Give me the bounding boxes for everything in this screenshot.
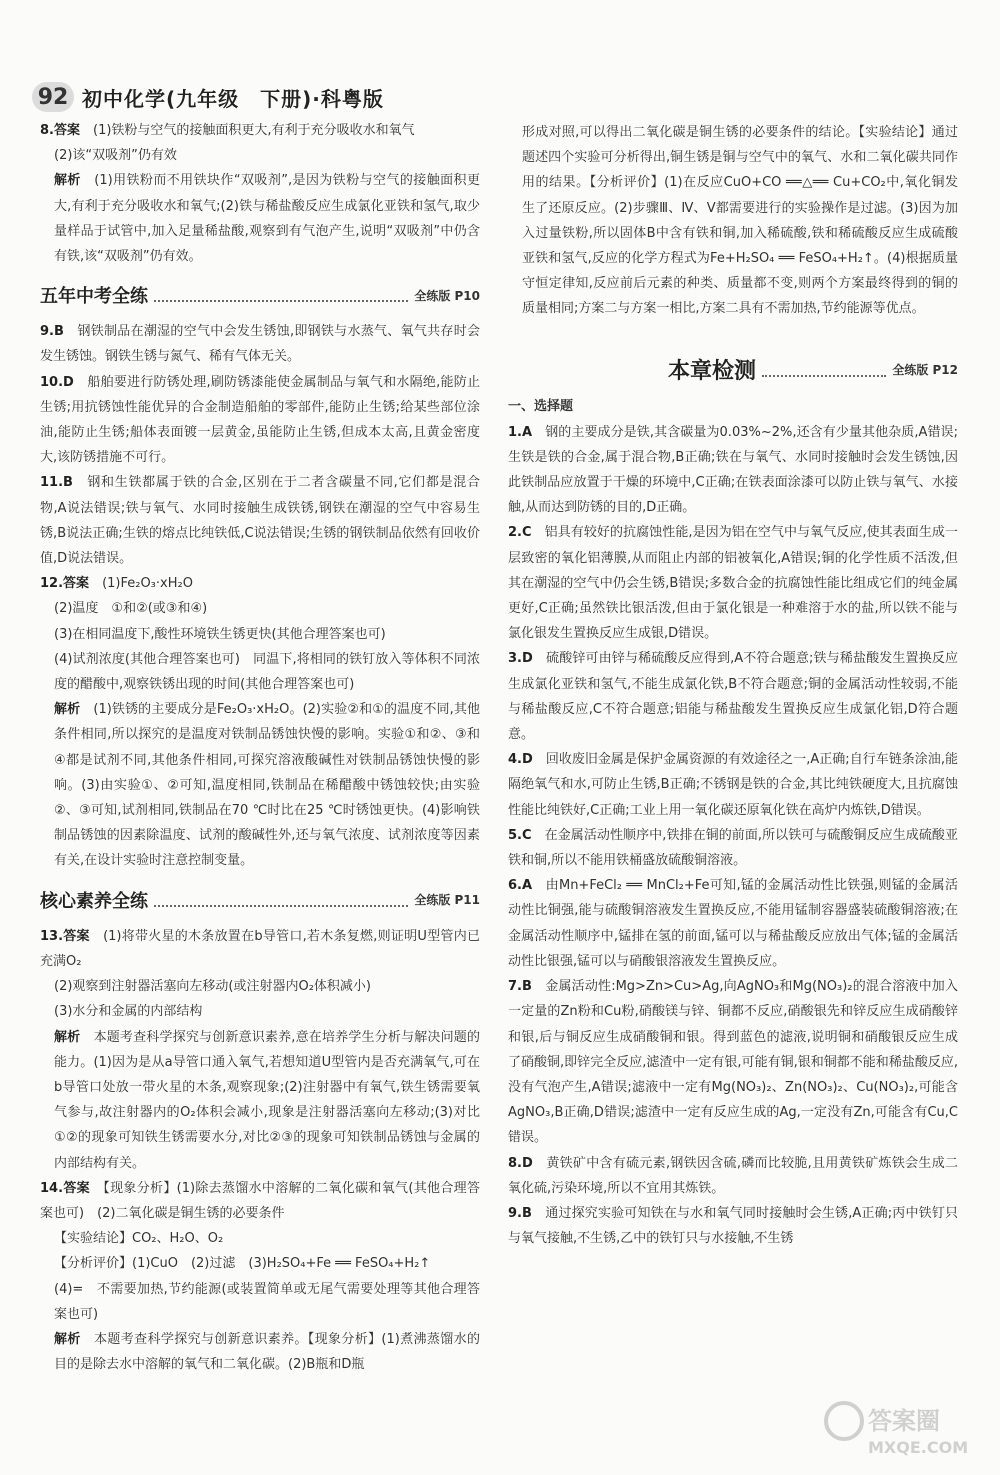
q11: 11.B 钢和生铁都属于铁的合金,区别在于二者含碳量不同,它们都是混合物,A说法错误;铁与氧气、水同时接触生成铁锈,钢铁在潮湿的空气中容易生锈,B说法正确;生铁的熔点比纯铁低,C说法错误;生锈的钢铁制品依然有回收价值,D说法错误。: [40, 475, 480, 567]
q9: 9.B 钢铁制品在潮湿的空气中会发生锈蚀,即钢铁与水蒸气、氧气共存时会发生锈蚀。钢铁生锈与氮气、稀有气体无关。: [40, 324, 480, 365]
q8-explanation: 解析 (1)用铁粉而不用铁块作“双吸剂”,是因为铁粉与空气的接触面积更大,有利于充分吸收水和氧气;(2)铁与稀盐酸反应生成氯化亚铁和氢气,取少量样品于试管中,加入足量稀盐酸,观察到有气泡产生,说明“双吸剂”中仍含有铁,该“双吸剂”仍有效。: [54, 173, 480, 265]
c9: 9.B 通过探究实验可知铁在与水和氧气同时接触时会生锈,A正确;丙中铁钉只与氧气接触,不生锈,乙中的铁钉只与水接触,不生锈: [508, 1205, 958, 1247]
c4: 4.D 回收废旧金属是保护金属资源的有效途径之一,A正确;自行车链条涂油,能隔绝氧气和水,可防止生锈,B正确;不锈钢是铁的合金,其比纯铁硬度大,且抗腐蚀性能比纯铁好,C正确;工业上用一氧化碳还原氧化铁在高炉内炼铁,D错误。: [508, 752, 958, 818]
c3: 3.D 硫酸锌可由锌与稀硫酸反应得到,A不符合题意;铁与稀盐酸发生置换反应生成氯化亚铁和氢气,不能生成氯化铁,B不符合题意;铜的金属活动性较弱,不能与稀盐酸反应,C不符合题意;铝能与稀盐酸发生置换反应生成氯化铝,D符合题意。: [508, 651, 958, 743]
q13-explanation: 解析 本题考查科学探究与创新意识素养,意在培养学生分析与解决问题的能力。(1)因为是从a导管口通入氧气,若想知道U型管内是否充满氧气,可在b导管口处放一带火星的木条,观察现象;(2)注射器中有氧气,铁生锈需要氧气参与,故注射器内的O₂体积会减小,现象是注射器活塞向左移动;(3)对比①②的现象可知铁生锈需要水分,对比②③的现象可知铁制品锈蚀与金属的内部结构有关。: [54, 1029, 480, 1171]
q14-explanation-cont: 形成对照,可以得出二氧化碳是铜生锈的必要条件的结论。【实验结论】通过题述四个实验可分析得出,铜生锈是铜与空气中的氧气、水和二氧化碳共同作用的结果。【分析评价】(1)在反应CuO+CO ══△══ Cu+CO₂中,氧化铜发生了还原反应。(2)步骤Ⅲ、Ⅳ、Ⅴ都需要进行的实验操作是过滤。(3)因为加入过量铁粉,所以固体B中含有铁和铜,加入稀硫酸,铁和稀硫酸反应生成硫酸亚铁和氢气,反应的化学方程式为Fe+H₂SO₄ ══ FeSO₄+H₂↑。(4)根据质量守恒定律知,反应前后元素的种类、质量都不变,则两个方案最终得到的铜的质量相同;方案二与方案一相比,方案二具有不需加热,节约能源等优点。: [522, 125, 958, 317]
right-column: [508, 120, 958, 1251]
q13-answer-2: (2)观察到注射器活塞向左移动(或注射器内O₂体积减小): [54, 979, 372, 995]
c7: 7.B 金属活动性:Mg>Zn>Cu>Ag,向AgNO₃和Mg(NO₃)₂的混合溶液中加入一定量的Zn粉和Cu粉,硝酸镁与锌、铜都不反应,硝酸银先和锌反应生成硝酸锌和银,后与铜反应生成硝酸铜和银。得到蓝色的滤液,说明铜和硝酸银反应生成了硝酸铜,即锌完全反应,滤渣中一定有银,可能有铜,银和铜都不能和稀盐酸反应,没有气泡产生,A错误;滤液中一定有Mg(NO₃)₂、Zn(NO₃)₂、Cu(NO₃)₂,可能含AgNO₃,B正确,D错误;滤渣中一定有反应生成的Ag,一定没有Zn,可能含有Cu,C错误。: [508, 979, 958, 1146]
c1: 1.A 钢的主要成分是铁,其含碳量为0.03%~2%,还含有少量其他杂质,A错误;生铁是铁的合金,属于混合物,B正确;铁在与氧气、水同时接触时会发生锈蚀,因此铁制品应放置于干燥的环境中,C正确;在铁表面涂漆可以防止铁与氧气、水接触,从而达到防锈的目的,D正确。: [508, 424, 958, 516]
q14-answer-3: 【分析评价】(1)CuO (2)过滤 (3)H₂SO₄+Fe ══ FeSO₄+H₂↑: [54, 1256, 431, 1272]
section-heading-core: 核心素养全练 全练版 P11: [40, 890, 480, 912]
c6: 6.A 由Mn+FeCl₂ ══ MnCl₂+Fe可知,锰的金属活动性比铁强,则锰的金属活动性比铜强,能与硫酸铜溶液发生置换反应,不能用锰制容器盛装硫酸铜溶液;在金属活动性顺序中,锰排在氢的前面,锰可以与稀盐酸反应放出气体;锰的金属活动性比银强,锰可以与硝酸银溶液发生置换反应。: [508, 878, 958, 969]
q8-answer: 8.答案 (1)铁粉与空气的接触面积更大,有利于充分吸收水和氧气: [40, 123, 415, 138]
q13-answer: 13.答案 (1)将带火星的木条放置在b导管口,若木条复燃,则证明U型管内已充满O₂: [40, 928, 480, 969]
svg-text:MXQE.COM: MXQE.COM: [868, 1438, 969, 1457]
q8-answer-2: (2)该“双吸剂”仍有效: [54, 148, 177, 164]
c8: 8.D 黄铁矿中含有硫元素,钢铁因含硫,磷而比较脆,且用黄铁矿炼铁会生成二氧化硫,污染环境,所以不宜用其炼铁。: [508, 1155, 958, 1196]
c2: 2.C 铝具有较好的抗腐蚀性能,是因为铝在空气中与氧气反应,使其表面生成一层致密的氧化铝薄膜,从而阻止内部的铝被氧化,A错误;铜的化学性质不活泼,但其在潮湿的空气中仍会生锈,B错误;多数合金的抗腐蚀性能比组成它们的纯金属更好,C正确;虽然铁比银活泼,但由于氯化银是一种难溶于水的盐,所以铁不能与氯化银发生置换反应生成银,D错误。: [508, 525, 958, 642]
q12-answer-2: (2)温度 ①和②(或③和④): [54, 601, 208, 617]
q12-answer-3: (3)在相同温度下,酸性环境铁生锈更快(其他合理答案也可): [54, 626, 386, 642]
q12-explanation: 解析 (1)铁锈的主要成分是Fe₂O₃·xH₂O。(2)实验②和①的温度不同,其他条件相同,所以探究的是温度对铁制品锈蚀快慢的影响。实验①和②、③和④都是试剂不同,其他条件相同,可探究溶液酸碱性对铁制品锈蚀快慢的影响。(3)由实验①、②可知,温度相同,铁制品在稀醋酸中锈蚀较快;由实验②、③可知,试剂相同,铁制品在70 ℃时比在25 ℃时锈蚀更快。(4)影响铁制品锈蚀的因素除温度、试剂的酸碱性外,还与氧气浓度、试剂浓度等因素有关,在设计实验时注意控制变量。: [54, 702, 480, 869]
page-header: [32, 82, 384, 112]
svg-text:答案圈: 答案圈: [868, 1407, 940, 1435]
q12-answer: 12.答案 (1)Fe₂O₃·xH₂O: [40, 576, 193, 592]
watermark-icon: [822, 1391, 972, 1461]
q14-answer-4: (4)= 不需要加热,节约能源(或装置简单或无尾气需要处理等其他合理答案也可): [54, 1281, 480, 1322]
watermark-logo: [822, 1391, 972, 1461]
section-heading-chapter-test: 本章检测 全练版 P12: [668, 359, 958, 385]
section-heading-five-year: 五年中考全练 全练版 P10: [40, 286, 480, 308]
q14-answer: 14.答案 【现象分析】(1)除去蒸馏水中溶解的二氧化碳和氧气(其他合理答案也可) (2)二氧化碳是铜生锈的必要条件: [40, 1180, 480, 1221]
part-heading-choice: 一、选择题: [508, 398, 574, 414]
book-title: 初中化学(九年级 下册)·科粤版: [82, 86, 384, 111]
page-number: 92: [32, 82, 74, 112]
q14-answer-2: 【实验结论】CO₂、H₂O、O₂: [54, 1231, 224, 1247]
left-column: [40, 118, 480, 1377]
q14-explanation: 解析 本题考查科学探究与创新意识素养。【现象分析】(1)煮沸蒸馏水的目的是除去水中溶解的氧气和二氧化碳。(2)B瓶和D瓶: [54, 1331, 480, 1373]
q13-answer-3: (3)水分和金属的内部结构: [54, 1004, 203, 1020]
c5: 5.C 在金属活动性顺序中,铁排在铜的前面,所以铁可与硫酸铜反应生成硫酸亚铁和铜,所以不能用铁桶盛放硫酸铜溶液。: [508, 827, 958, 869]
q12-answer-4: (4)试剂浓度(其他合理答案也可) 同温下,将相同的铁钉放入等体积不同浓度的醋酸中,观察铁锈出现的时间(其他合理答案也可): [54, 651, 480, 693]
q10: 10.D 船舶要进行防锈处理,刷防锈漆能使金属制品与氧气和水隔绝,能防止生锈;用抗锈蚀性能优异的合金制造船舶的零部件,能防止生锈;给某些部位涂油,能防止生锈;船体表面镀一层黄金,虽能防止生锈,但成本太高,且黄金密度大,该防锈措施不可行。: [40, 374, 480, 466]
